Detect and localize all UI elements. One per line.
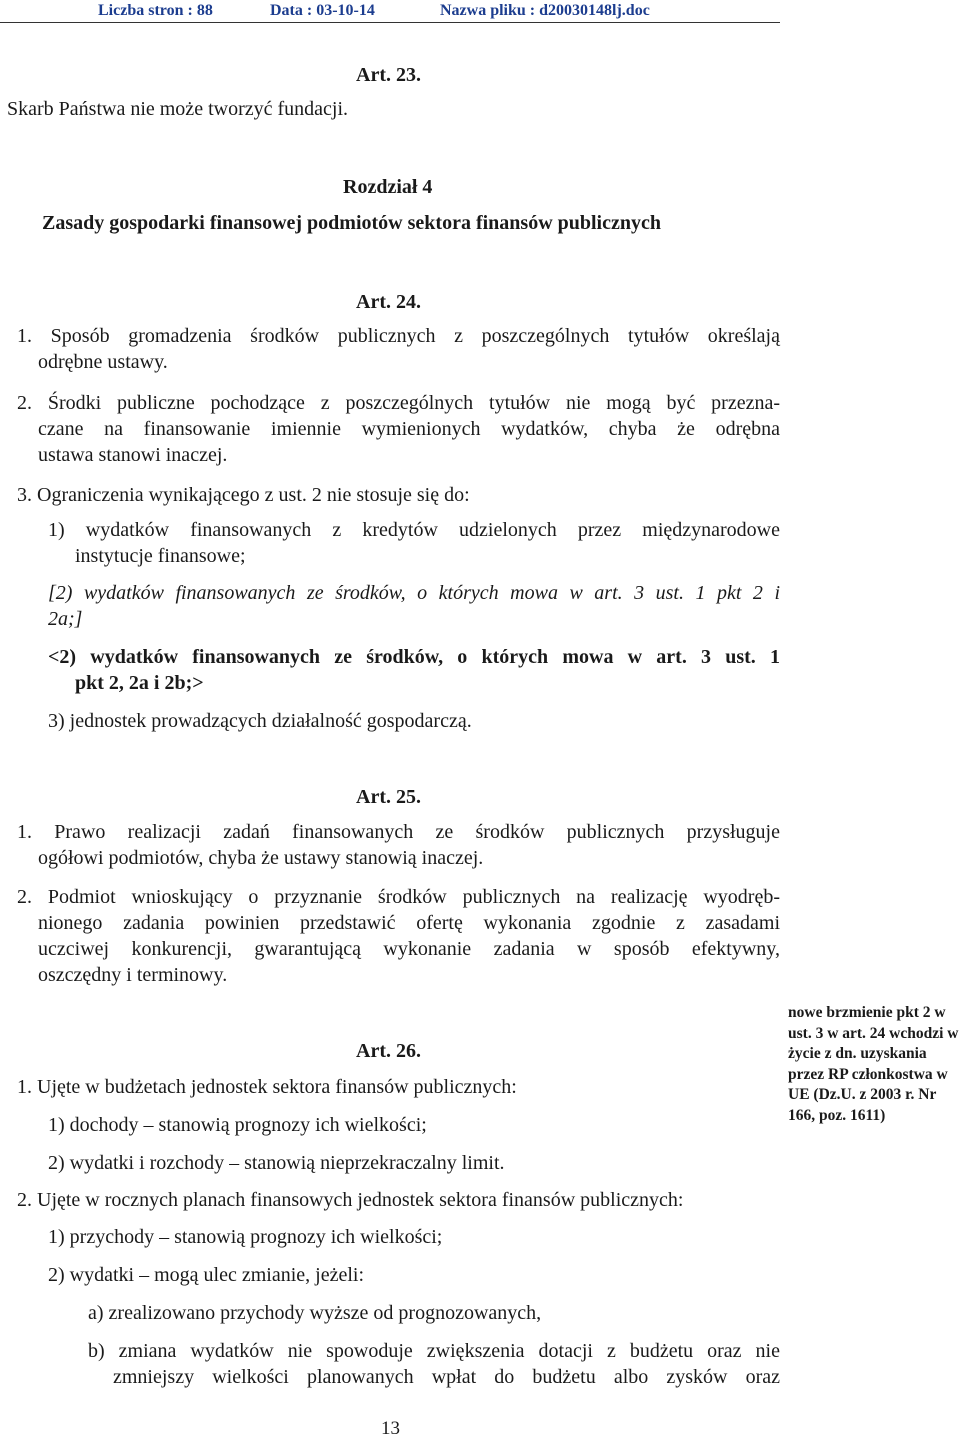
art-26-item-a: a) zrealizowano przychody wyższe od prognozowanych, xyxy=(88,1302,542,1324)
art-25-p1-line1: 1. Prawo realizacji zadań finansowanych ze środków publicznych przysługuje xyxy=(17,821,780,843)
chapter-title: Rozdział 4 xyxy=(343,176,433,198)
art-24-item3: 3) jednostek prowadzących działalność gospodarczą. xyxy=(48,710,472,732)
header-rule xyxy=(0,22,780,23)
chapter-subtitle: Zasady gospodarki finansowej podmiotów sektora finansów publicznych xyxy=(42,212,661,234)
art-24-item1-line1: 1) wydatków finansowanych z kredytów udzielonych przez międzynarodowe xyxy=(48,519,780,541)
art-26-item-b-line1: b) zmiana wydatków nie spowoduje zwiększenia dotacji z budżetu oraz nie xyxy=(88,1340,780,1362)
art-24-p2-line3: ustawa stanowi inaczej. xyxy=(38,444,228,466)
art-23-text: Skarb Państwa nie może tworzyć fundacji. xyxy=(7,98,349,120)
art-26-item-b-line2: zmniejszy wielkości planowanych wpłat do budżetu albo zysków oraz xyxy=(113,1366,780,1388)
art-26-p1: 1. Ujęte w budżetach jednostek sektora finansów publicznych: xyxy=(17,1076,517,1098)
art-24-p3: 3. Ograniczenia wynikającego z ust. 2 nie stosuje się do: xyxy=(17,484,470,506)
art-24-title: Art. 24. xyxy=(356,291,421,313)
art-24-p2-line1: 2. Środki publiczne pochodzące z poszczególnych tytułów nie mogą być przezna- xyxy=(17,392,780,414)
art-25-p1-line2: ogółowi podmiotów, chyba że ustawy stanowią inaczej. xyxy=(38,847,484,869)
side-note: nowe brzmienie pkt 2 w ust. 3 w art. 24 wchodzi w życie z dn. uzyskania przez RP członkostwa w UE (Dz.U. z 2003 r. Nr 166, poz. 1611) xyxy=(788,1004,959,1124)
art-24-p1-line2: odrębne ustawy. xyxy=(38,351,168,373)
art-24-item2-old-line1: [2) wydatków finansowanych ze środków, o których mowa w art. 3 ust. 1 pkt 2 i xyxy=(48,582,780,604)
art-26-p1-item1: 1) dochody – stanowią prognozy ich wielkości; xyxy=(48,1114,427,1136)
art-25-p2-line2: nionego zadania powinien przedstawić ofertę wykonania zgodnie z zasadami xyxy=(38,912,780,934)
art-24-item2-new-line2: pkt 2, 2a i 2b;> xyxy=(75,672,204,694)
page-number: 13 xyxy=(381,1418,400,1439)
header-file-name: Nazwa pliku : d20030148lj.doc xyxy=(440,2,650,19)
art-23-title: Art. 23. xyxy=(356,64,421,86)
art-24-item2-old-line2: 2a;] xyxy=(48,608,83,630)
header-page-count: Liczba stron : 88 xyxy=(98,2,213,19)
art-24-p2-line2: czane na finansowanie imiennie wymienionych wydatków, chyba że odrębna xyxy=(38,418,780,440)
art-26-p2: 2. Ujęte w rocznych planach finansowych jednostek sektora finansów publicznych: xyxy=(17,1189,684,1211)
art-25-p2-line3: uczciwej konkurencji, gwarantującą wykonanie zadania w sposób efektywny, xyxy=(38,938,780,960)
art-25-p2-line4: oszczędny i terminowy. xyxy=(38,964,228,986)
art-26-p2-item1: 1) przychody – stanowią prognozy ich wielkości; xyxy=(48,1226,443,1248)
art-24-item2-new-line1: <2) wydatków finansowanych ze środków, o których mowa w art. 3 ust. 1 xyxy=(48,646,780,668)
art-25-title: Art. 25. xyxy=(356,786,421,808)
art-25-p2-line1: 2. Podmiot wnioskujący o przyznanie środków publicznych na realizację wyodręb- xyxy=(17,886,780,908)
art-26-p1-item2: 2) wydatki i rozchody – stanowią nieprzekraczalny limit. xyxy=(48,1152,505,1174)
art-24-item1-line2: instytucje finansowe; xyxy=(75,545,246,567)
art-26-title: Art. 26. xyxy=(356,1040,421,1062)
art-24-p1-line1: 1. Sposób gromadzenia środków publicznych z poszczególnych tytułów określają xyxy=(17,325,780,347)
header-date: Data : 03-10-14 xyxy=(270,2,375,19)
art-26-p2-item2: 2) wydatki – mogą ulec zmianie, jeżeli: xyxy=(48,1264,364,1286)
